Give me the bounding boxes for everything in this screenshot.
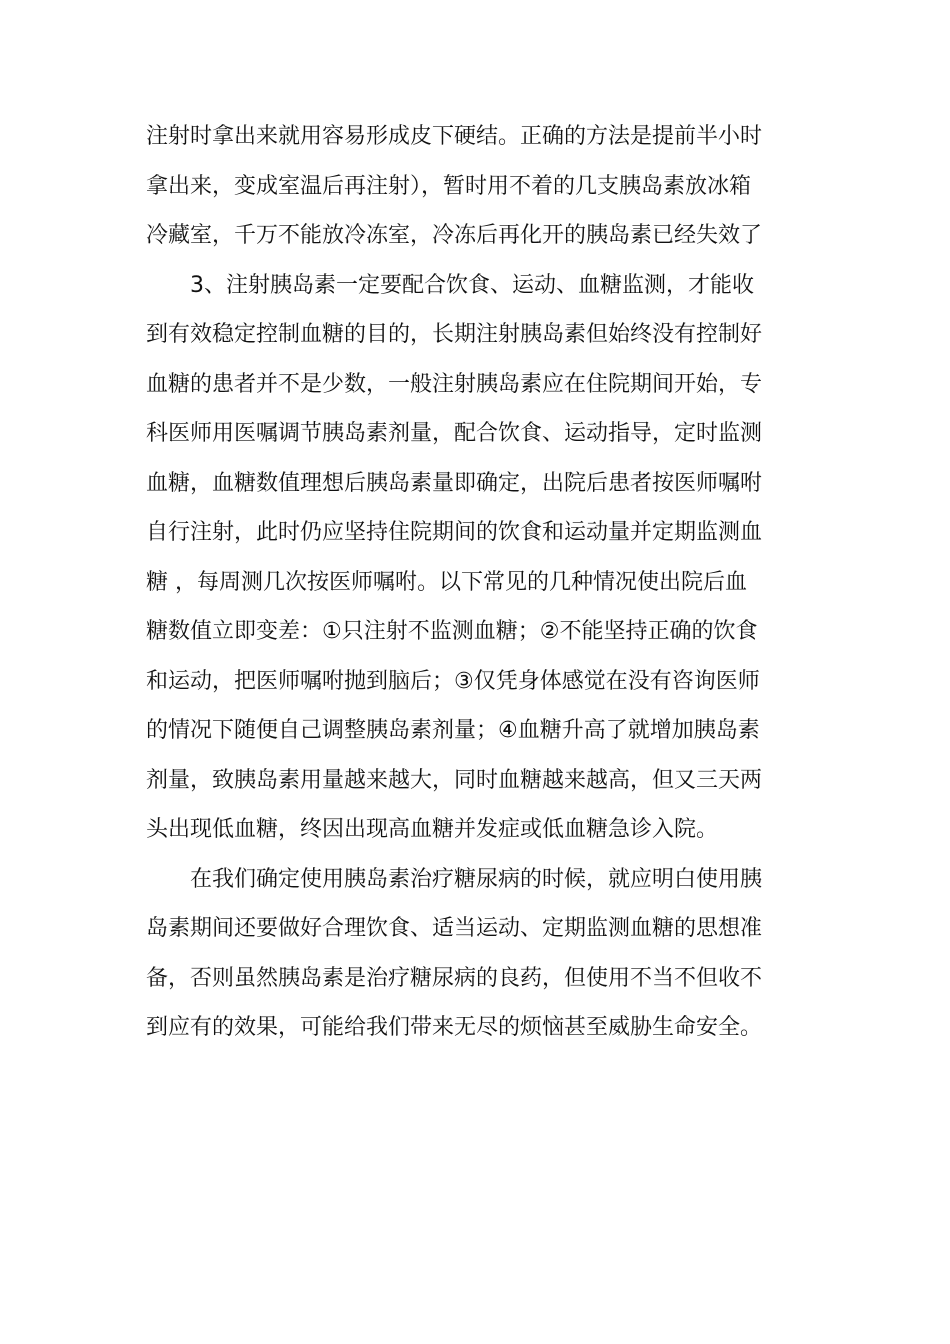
paragraph-3-line-1: 在我们确定使用胰岛素治疗糖尿病的时候，就应明白使用胰: [190, 866, 763, 892]
paragraph-1-line-3: 冷藏室，千万不能放冷冻室，冷冻后再化开的胰岛素已经失效了: [146, 223, 763, 248]
paragraph-2-line-4: 科医师用医嘱调节胰岛素剂量，配合饮食、运动指导，定时监测: [146, 421, 763, 446]
paragraph-1-line-2: 拿出来，变成室温后再注射），暂时用不着的几支胰岛素放冰箱: [146, 173, 752, 199]
body-text: [146, 112, 816, 1053]
paragraph-3-line-2: 岛素期间还要做好合理饮食、适当运动、定期监测血糖的思想准: [146, 916, 763, 941]
paragraph-2-line-8: 糖数值立即变差：①只注射不监测血糖；②不能坚持正确的饮食: [146, 619, 758, 644]
paragraph-2-line-10: 的情况下随便自己调整胰岛素剂量；④血糖升高了就增加胰岛素: [146, 718, 760, 743]
paragraph-2-line-12: 头出现低血糖，终因出现高血糖并发症或低血糖急诊入院。: [146, 817, 719, 842]
paragraph-3-line-3: 备，否则虽然胰岛素是治疗糖尿病的良药，但使用不当不但收不: [146, 965, 763, 991]
paragraph-2-line-2: 到有效稳定控制血糖的目的，长期注射胰岛素但始终没有控制好: [146, 322, 763, 347]
paragraph-1-line-1: 注射时拿出来就用容易形成皮下硬结。正确的方法是提前半小时: [146, 124, 763, 149]
paragraph-2-line-11: 剂量，致胰岛素用量越来越大，同时血糖越来越高，但又三天两: [146, 767, 763, 793]
paragraph-2-line-3: 血糖的患者并不是少数，一般注射胰岛素应在住院期间开始，专: [146, 371, 763, 397]
paragraph-2-line-1: 3、注射胰岛素一定要配合饮食、运动、血糖监测，才能收: [190, 272, 754, 298]
paragraph-3-line-4: 到应有的效果，可能给我们带来无尽的烦恼甚至威胁生命安全。: [146, 1015, 763, 1040]
paragraph-2-line-6: 自行注射，此时仍应坚持住院期间的饮食和运动量并定期监测血: [146, 520, 763, 545]
paragraph-2-line-9: 和运动，把医师嘱咐抛到脑后；③仅凭身体感觉在没有咨询医师: [146, 668, 760, 694]
paragraph-2-line-7: 糖 ，每周测几次按医师嘱咐。以下常见的几种情况使出院后血: [146, 569, 747, 595]
paragraph-2-line-5: 血糖，血糖数值理想后胰岛素量即确定，出院后患者按医师嘱咐: [146, 470, 763, 496]
